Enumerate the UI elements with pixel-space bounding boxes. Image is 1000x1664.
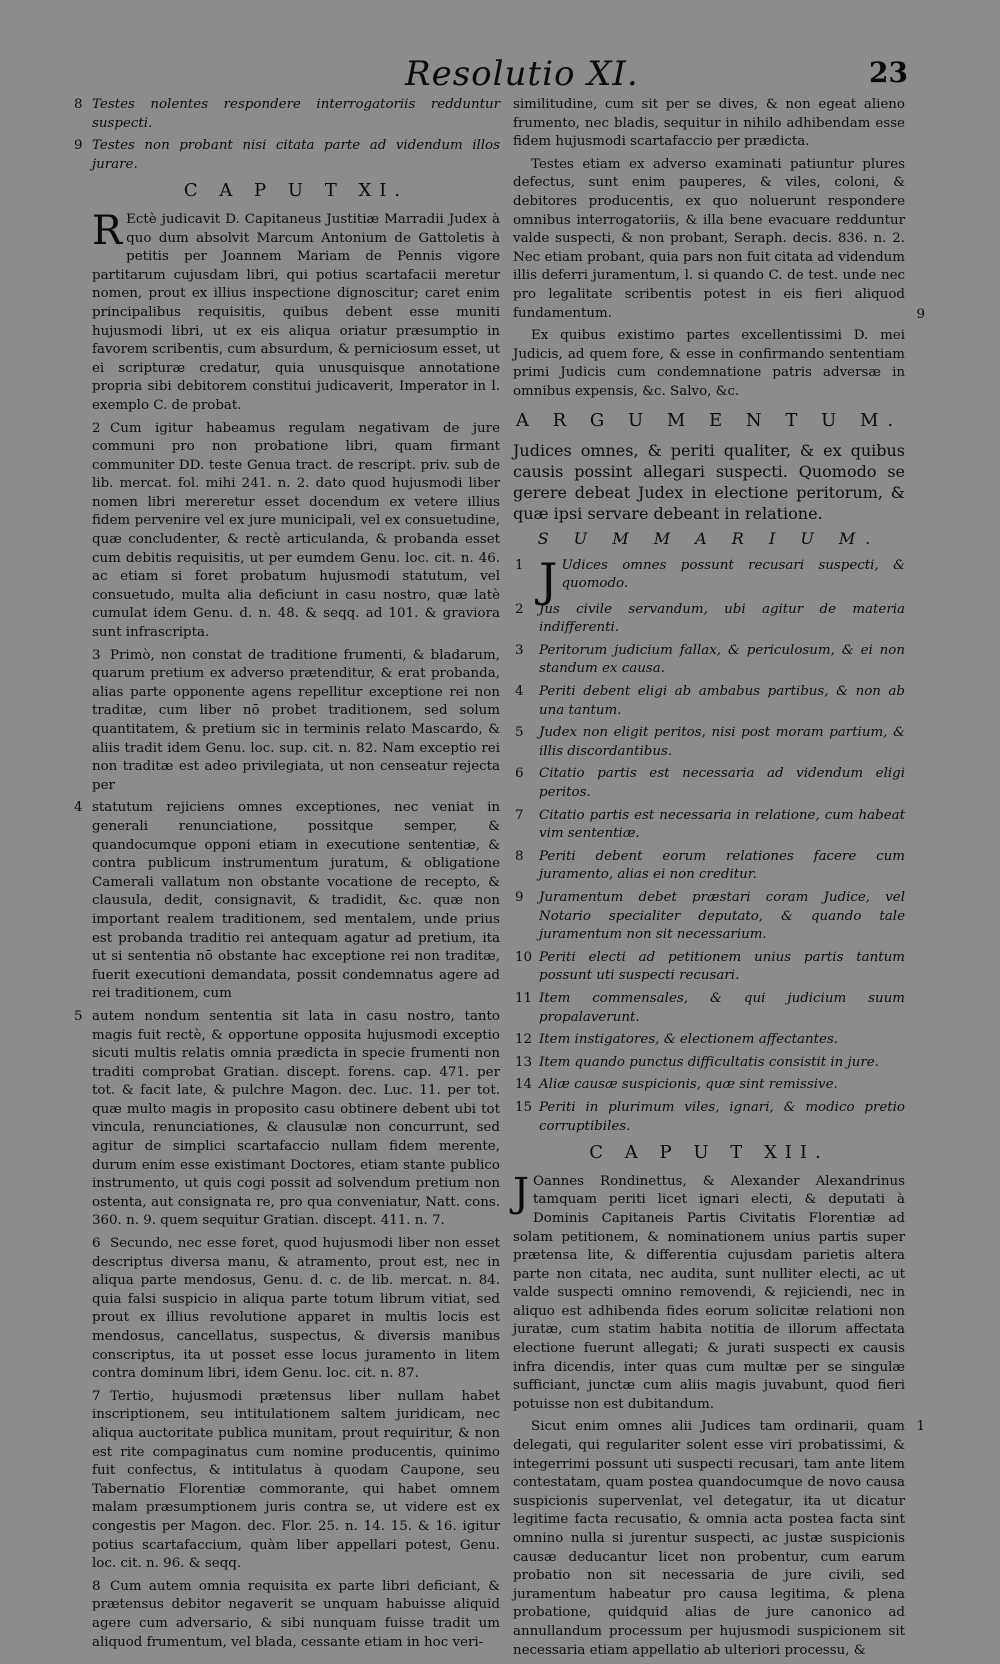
- paragraph: 5 autem nondum sententia sit lata in casu nostro, tanto magis fuit rectè, & opportune opposita hujusmodi exceptio sicuti multis relatis omnia prædicta in specie frumenti non traditi comprobat Gratian. discept. forens. cap. 471. per tot. & facit late, & pulchre Magon. dec. Luc. 11. per tot. quæ multo magis in proposito casu obtinere debent ubi tot vincula, renunciationes, & clausulæ non concurrunt, sed agitur de simplici scartafaccio nullam fidem merente, durum enim esse existimant Doctores, etiam stante publico instrumento, ut quis cogi possit ad solvendum pretium non ostenta, aut consignata re, pro qua conveniatur, Natt. cons. 360. n. 9. quem sequitur Gratian. discept. 411. n. 7.: [74, 1008, 500, 1229]
- right-column: [513, 96, 925, 1664]
- page-number: 23: [869, 56, 908, 89]
- intro-item: 9 Testes non probant nisi citata parte ad videndum illos jurare.: [74, 138, 500, 172]
- margin-number: 8: [92, 1578, 101, 1594]
- page-header: [0, 50, 1000, 96]
- left-column: [74, 96, 500, 1656]
- argumentum-heading: A R G U M E N T U M.: [515, 409, 903, 431]
- summarium-item: 5 Judex non eligit peritos, nisi post moram partium, & illis discordantibus.: [515, 725, 905, 759]
- summarium-item: 9 Juramentum debet præstari coram Judice, vel Notario specialiter deputato, & quando tale juramentum non sit necessarium.: [515, 890, 905, 943]
- paragraph: Ex quibus existimo partes excellentissimi D. mei Judicis, ad quem fore, & esse in confirmando sententiam primi Judicis cum condemnatione patris adversæ in omnibus expensis, &c. Salvo, &c.: [513, 328, 905, 399]
- summarium-item: 6 Citatio partis est necessaria ad videndum eligi peritos.: [515, 766, 905, 801]
- margin-number: 9: [916, 306, 925, 322]
- summarium-item: 15 Periti in plurimum viles, ignari, & modico pretio corruptibiles.: [515, 1099, 905, 1134]
- summarium-item: 4 Periti debent eligi ab ambabus partibus, & non ab una tantum.: [515, 684, 905, 718]
- drop-cap: R: [92, 207, 123, 254]
- margin-number: 9: [74, 138, 83, 154]
- summarium-item: 8 Periti debent eorum relationes facere cum juramento, alias ei non creditur.: [515, 848, 905, 883]
- paragraph: 6 Secundo, nec esse foret, quod hujusmodi liber non esset descriptus diversa manu, & atramento, prout est, nec in aliqua parte mendosus, Genu. d. c. de lib. mercat. n. 84. quia falsi suspicio in aliqua parte totum librum vitiat, sed prout ex illius revolutione apparet in multis locis est mendosus, cancellatus, suspectus, & diversis manibus conscriptus, ita ut posset esse locus juramento in litem contra dominum libri, idem Genu. loc. cit. n. 87.: [92, 1235, 500, 1384]
- margin-number: 5: [74, 1008, 83, 1024]
- margin-number: 1: [916, 1419, 925, 1435]
- summarium-item: 12 Item instigatores, & electionem affectantes.: [515, 1032, 839, 1048]
- running-title: Resolutio XI.: [405, 54, 639, 94]
- summarium-item: 1 J Udices omnes possunt recusari suspecti, & quomodo.: [515, 552, 905, 607]
- margin-number: 8: [74, 97, 83, 112]
- argumentum-text: Judices omnes, & periti qualiter, & ex quibus causis possint allegari suspecti. Quomodo se gerere debeat Judex in electione peritorum, & quæ ipsi servare debeant in relatione.: [513, 441, 905, 524]
- summarium-item: 14 Aliæ causæ suspicionis, quæ sint remissive.: [515, 1077, 838, 1093]
- drop-cap: J: [513, 1169, 530, 1216]
- paragraph: similitudine, cum sit per se dives, & non egeat alieno frumento, nec bladis, sequitur in nihilo adhibendam esse fidem hujusmodi scartafaccio per prædicta.: [513, 97, 905, 150]
- margin-number: 6: [92, 1236, 101, 1252]
- paragraph: 1 Sicut enim omnes alii Judices tam ordinarii, quam delegati, qui regulariter solent esse viri probatissimi, & integerrimi possunt uti suspecti recusari, tam ante litem contestatam, quam postea quandocumque de novo causa suspicionis supervenlat, vel detegatur, ita ut dicatur legitime facta recusatio, & omnia acta postea facta sint omnino nulla si jurentur suspecti, ac justæ suspicionis causæ deducantur licet non probentur, cum earum probatio non sit necessaria de jure civili, sed juramentum habeatur pro causa legitima, & plena probatione, quidquid alias de jure canonico ad annullandum processum per hujusmodi suspicionem sit necessaria etiam appellatio ab ulteriori processu, &: [513, 1419, 925, 1658]
- paragraph: 3 Primò, non constat de traditione frumenti, & bladarum, quarum pretium ex adverso prætenditur, & erat probanda, alias parte opponente agens repellitur exceptione rei non traditæ, cum liber nō probet traditionem, sed solum quantitatem, & pretium sic in terminis relato Mascardo, & aliis tradit idem Genu. loc. sup. cit. n. 82. Nam exceptio rei non traditæ est adeo privilegiata, ut non censeatur rejecta per: [92, 647, 500, 796]
- paragraph: J Oannes Rondinettus, & Alexander Alexandrinus tamquam periti licet ignari electi, & deputati à Dominis Capitaneis Partis Civitatis Florentiæ ad solam petitionem, & nominationem unius partis super prætensa lite, & differentia cujusdam parietis altera parte non citata, nec audita, sunt nulliter electi, ac ut valde suspecti omnino removendi, & rejiciendi, nec in aliquo est adhibenda fides eorum solicitæ relationi non juratæ, cum statim habita notitia de illorum affectata electione fuerunt allegati; & jurati suspecti ex causis infra dicendis, inter quas cum multæ per se singulæ sufficiant, junctæ cum aliis magis juvabunt, quod fieri potuisse non est dubitandum.: [513, 1169, 905, 1412]
- summarium-item: 7 Citatio partis est necessaria in relatione, cum habeat vim sententiæ.: [515, 807, 905, 842]
- summarium-list: [513, 552, 905, 1136]
- margin-number: 2: [92, 420, 101, 436]
- caput-heading: C A P U T XII.: [589, 1142, 829, 1164]
- paragraph: 2 Cum igitur habeamus regulam negativam de jure communi pro non probatione libri, quam firmant communiter DD. teste Genua tract. de rescript. priv. sub de lib. mercat. fol. mihi 241. n. 2. dato quod hujusmodi liber nomen libri mereretur esset docendum ex vetere illius fidem pervenire vel ex jure municipali, vel ex consuetudine, quæ concludenter, & rectè articulanda, & probanda esset cum debitis requisitis, ut per eumdem Genu. loc. cit. n. 46. ac etiam si foret probatum hujusmodi statutum, vel consuetudo, multa alia deficiunt in casu nostro, quæ latè cumulat idem Genu. d. n. 48. & seqq. ad 101. & graviora sunt infrascripta.: [92, 420, 500, 643]
- summarium-item: 10 Periti electi ad petitionem unius partis tantum possunt uti suspecti recusari.: [515, 949, 905, 984]
- summarium-item: 2 Jus civile servandum, ubi agitur de materia indifferenti.: [515, 601, 905, 636]
- summarium-heading: S U M M A R I U M.: [537, 529, 881, 549]
- intro-item: 8 Testes nolentes respondere interrogatoriis redduntur suspecti.: [74, 97, 500, 131]
- margin-number: 7: [92, 1388, 101, 1404]
- paragraph: 4 statutum rejiciens omnes exceptiones, nec veniat in generali renunciatione, possitque semper, & quandocumque opponi etiam in executione sententiæ, & contra publicum instrumentum juratum, & obligatione Camerali vallatum non obstante vocatione de recepto, & clausula, dedit, consignavit, & tradidit, &c. quæ non important realem traditionem, sed mentalem, unde prius est probanda traditio rei antequam agatur ad pretium, ita ut si sententia nō obstante hac exceptione rei non traditæ, fuerit executioni demandata, possit condemnatus agere ad rei traditionem, cum: [74, 800, 500, 1002]
- paragraph: 8 Cum autem omnia requisita ex parte libri deficiant, & prætensus debitor negaverit se unquam habuisse aliquid agere cum adversario, & sibi nunquam fuisse tradit um aliquod frumentum, vel blada, cessante etiam in hoc veri-: [92, 1578, 500, 1652]
- margin-number: 4: [74, 800, 83, 816]
- summarium-item: 3 Peritorum judicium fallax, & periculosum, & ei non standum ex causa.: [515, 642, 905, 677]
- caput-heading: C A P U T XI.: [183, 180, 409, 202]
- paragraph: R Ectè judicavit D. Capitaneus Justitiæ Marradii Judex à quo dum absolvit Marcum Antonium de Gattoletis à petitis per Joannem Mariam de Pennis vigore partitarum cujusdam libri, qui potius scartafacii meretur nomen, prout ex illius inspectione dignoscitur; caret enim principalibus requisitis, quibus debent esse muniti hujusmodi libri, ut ex eis aliqua oriatur præsumptio in favorem scribentis, cum absurdum, & perniciosum esset, ut ei scripturæ credatur, quia unusquisque annotatione propria sibi debitorem constitui judicaverit, Imperator in l. exemplo C. de probat.: [92, 207, 500, 413]
- margin-number: 3: [92, 647, 101, 663]
- summarium-item: 13 Item quando punctus difficultatis consistit in jure.: [515, 1054, 879, 1070]
- paragraph: 7 Tertio, hujusmodi prætensus liber nullam habet inscriptionem, seu intitulationem saltem juridicam, nec aliqua auctoritate publica munitam, prout requiritur, & non est rite compaginatus cum nomine producentis, quinimo fuit confectus, & intitulatus à quodam Caupone, seu Tabernatio Florentiæ commorante, qui habet omnem malam præsumptionem juris contra se, ut videre est ex congestis per Magon. dec. Flor. 25. n. 14. 15. & 16. igitur potius scartafaccium, quàm liber appellari potest, Genu. loc. cit. n. 96. & seqq.: [92, 1388, 500, 1574]
- paragraph: 9 Testes etiam ex adverso examinati patiuntur plures defectus, sunt enim pauperes, & viles, coloni, & debitores producentis, ex quo noluerunt respondere omnibus interrogatoriis, & illa bene evacuare redduntur valde suspecti, & non probant, Seraph. decis. 836. n. 2. Nec etiam probant, quia pars non fuit citata ad videndum illis deferri juramentum, l. si quando C. de test. unde nec pro legalitate scribentis potest in eis fieri aliquod fundamentum.: [513, 156, 905, 323]
- drop-cap: J: [539, 552, 558, 607]
- summarium-item: 11 Item commensales, & qui judicium suum propalaverunt.: [515, 990, 905, 1025]
